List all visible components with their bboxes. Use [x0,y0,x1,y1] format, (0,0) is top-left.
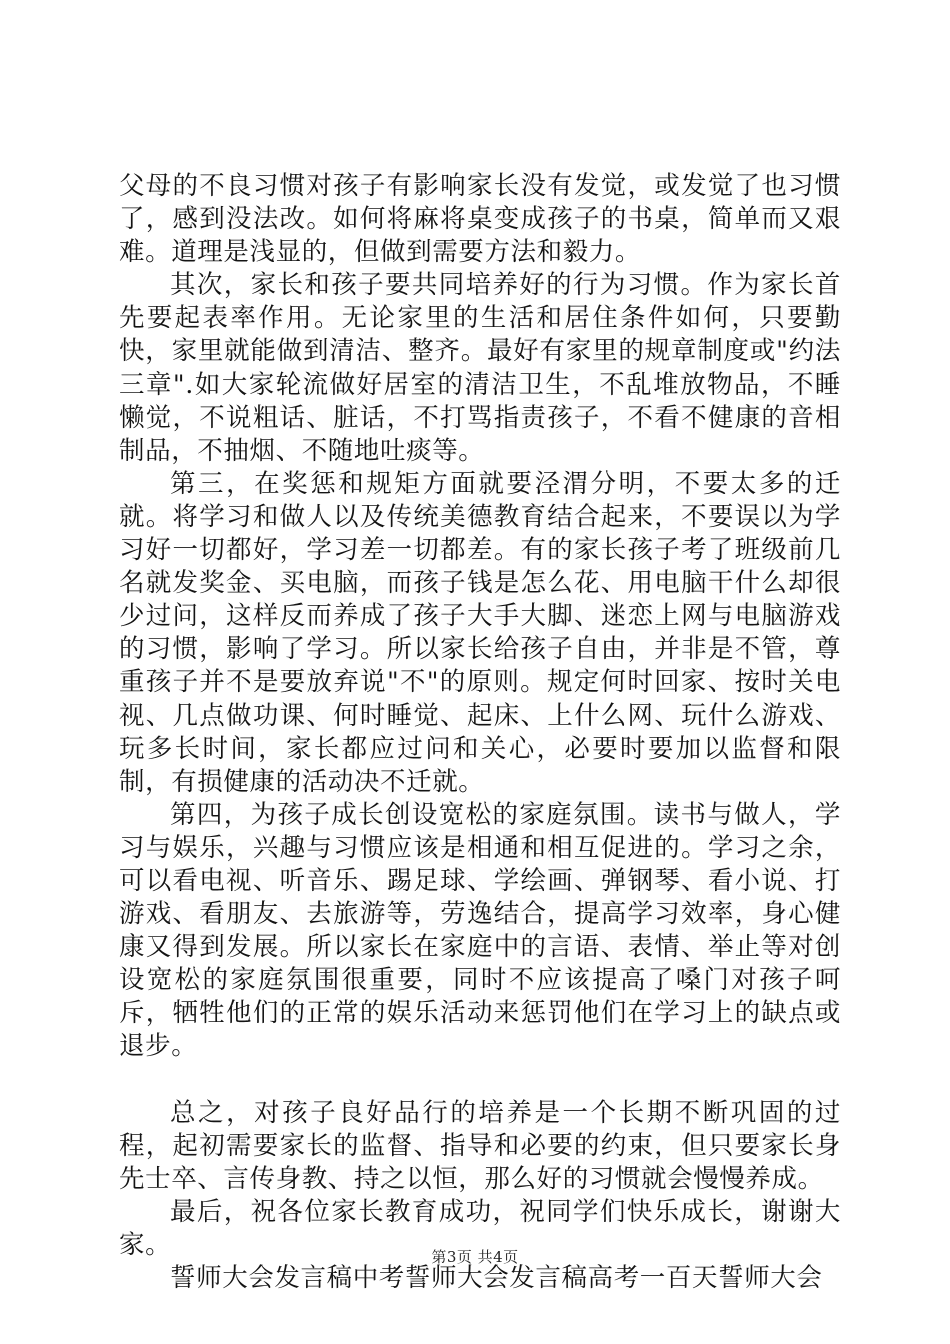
paragraph-6: 最后，祝各位家长教育成功，祝同学们快乐成长，谢谢大家。 [119,1196,841,1260]
paragraph-4: 第四，为孩子成长创设宽松的家庭氛围。读书与做人，学习与娱乐，兴趣与习惯应该是相通和相互促进的。学习之余，可以看电视、听音乐、踢足球、学绘画、弹钢琴、看小说、打游戏、看朋友、去旅游等，劳逸结合，提高学习效率，身心健康又得到发展。所以家长在家庭中的言语、表情、举止等对创设宽松的家庭氛围很重要，同时不应该提高了嗓门对孩子呵斥，牺牲他们的正常的娱乐活动来惩罚他们在学习上的缺点或退步。 [119,799,841,1062]
page-number-footer: 第3页 共4页 [431,1248,519,1266]
paragraph-3: 第三，在奖惩和规矩方面就要泾渭分明，不要太多的迁就。将学习和做人以及传统美德教育结合起来，不要误以为学习好一切都好，学习差一切都差。有的家长孩子考了班级前几名就发奖金、买电脑，而孩子钱是怎么花、用电脑干什么却很少过问，这样反而养成了孩子大手大脚、迷恋上网与电脑游戏的习惯，影响了学习。所以家长给孩子自由，并非是不管，尊重孩子并不是要放弃说"不"的原则。规定何时回家、按时关电视、几点做功课、何时睡觉、起床、上什么网、玩什么游戏、玩多长时间，家长都应过问和关心，必要时要加以监督和限制，有损健康的活动决不迁就。 [119,468,841,797]
paragraph-1: 父母的不良习惯对孩子有影响家长没有发觉，或发觉了也习惯了，感到没法改。如何将麻将桌变成孩子的书桌，简单而又艰难。道理是浅显的，但做到需要方法和毅力。 [119,171,841,268]
document-body [119,170,841,1295]
paragraph-5: 总之，对孩子良好品行的培养是一个长期不断巩固的过程，起初需要家长的监督、指导和必要的约束，但只要家长身先士卒、言传身教、持之以恒，那么好的习惯就会慢慢养成。 [119,1097,841,1194]
paragraph-2: 其次，家长和孩子要共同培养好的行为习惯。作为家长首先要起表率作用。无论家里的生活和居住条件如何，只要勤快，家里就能做到清洁、整齐。最好有家里的规章制度或"约法三章".如大家轮流做好居室的清洁卫生，不乱堆放物品，不睡懒觉，不说粗话、脏话，不打骂指责孩子，不看不健康的音相制品，不抽烟、不随地吐痰等。 [119,270,841,466]
paragraph-7: 誓师大会发言稿中考誓师大会发言稿高考一百天誓师大会 [170,1263,823,1293]
